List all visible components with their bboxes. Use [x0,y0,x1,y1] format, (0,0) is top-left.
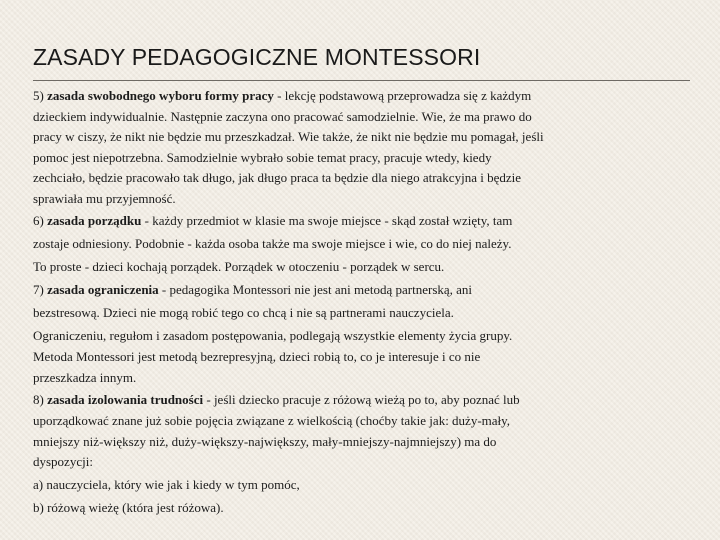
section-8-number: 8) [33,392,44,407]
section-6 [33,209,693,278]
section-6-line: To proste - dzieci kochają porządek. Porządek w otoczeniu - porządek w sercu. [33,259,445,274]
section-6-text: - każdy przedmiot w klasie ma swoje miejsce - skąd został wzięty, tam [141,213,513,228]
section-7-continued [33,347,693,388]
section-8-line: uporządkować znane już sobie pojęcia związane z wielkością (choćby takie jak: duży-mały, [33,413,511,428]
section-8-text: - jeśli dziecko pracuje z różową wieżą po to, aby poznać lub [203,392,520,407]
section-5-line [33,86,693,107]
section-7 [33,278,693,347]
slide-body [33,86,693,519]
section-6-number: 6) [33,213,44,228]
section-6-heading: zasada porządku [47,213,142,228]
section-7-number: 7) [33,282,44,297]
section-7-line: przeszkadza innym. [33,369,137,385]
list-item-a: a) nauczyciela, który wie jak i kiedy w tym pomóc, [33,476,300,492]
section-5-line: sprawiała mu przyjemność. [33,190,176,206]
section-5-heading: zasada swobodnego wyboru formy pracy [47,88,274,103]
list-item-b: b) różową wieżę (która jest różowa). [33,499,224,515]
section-5-text: - lekcję podstawową przeprowadza się z każdym [273,88,532,103]
slide-title: ZASADY PEDAGOGICZNE MONTESSORI [33,44,481,70]
section-5 [33,86,693,209]
title-underline [33,80,690,81]
section-5-line: zechciało, będzie pracowało tak długo, jak długo praca ta będzie dla niego atrakcyjna i będzie [33,170,521,185]
section-5-line: pomoc jest niepotrzebna. Samodzielnie wybrało sobie temat pracy, pracuje wtedy, kiedy [33,149,492,165]
section-6-line: zostaje odniesiony. Podobnie - każda osoba także ma swoje miejsce i wie, co do niej należy. [33,236,512,251]
section-7-line: bezstresową. Dzieci nie mogą robić tego co chcą i nie są partnerami nauczyciela. [33,305,454,320]
section-6-line [33,209,693,232]
section-8-line [33,388,693,411]
section-8-line: mniejszy niż-większy niż, duży-większy-największy, mały-mniejszy-najmniejszy) ma do [33,433,497,449]
section-5-line: pracy w ciszy, że nikt nie będzie mu przeszkadzał. Wie także, że nikt nie będzie mu pomagał, jeśli [33,129,544,144]
section-8-list [33,473,693,519]
section-5-line: dzieckiem indywidualnie. Następnie zaczyna ono pracować samodzielnie. Wie, że ma prawo do [33,108,532,124]
section-5-number: 5) [33,88,44,103]
section-7-heading: zasada ograniczenia [47,282,159,297]
section-8-heading: zasada izolowania trudności [47,392,204,407]
section-8-continued [33,411,693,473]
section-7-text: - pedagogika Montessori nie jest ani metodą partnerską, ani [158,282,473,297]
section-8 [33,388,693,411]
section-7-line [33,278,693,301]
section-7-line: Ograniczeniu, regułom i zasadom postępowania, podlegają wszystkie elementy życia grupy. [33,328,513,343]
section-8-line: dyspozycji: [33,454,93,469]
section-7-line: Metoda Montessori jest metodą bezrepresyjną, dzieci robią to, co je interesuje i co nie [33,349,481,364]
